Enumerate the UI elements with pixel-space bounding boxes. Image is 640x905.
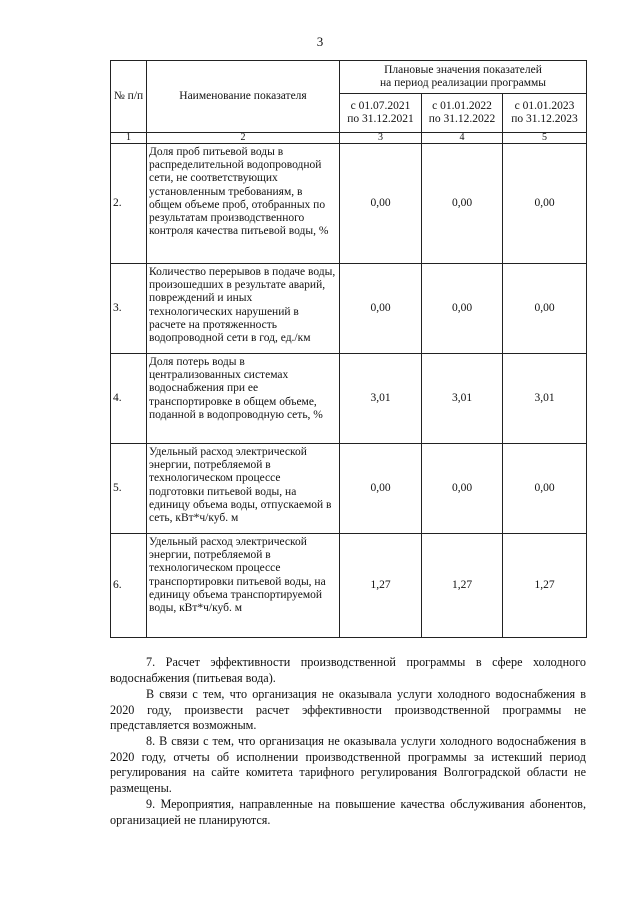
row-value: 0,00: [503, 264, 587, 354]
column-number: 3: [340, 133, 422, 144]
row-name: Доля потерь воды в централизованных системах водоснабжения при ее транспортировке в общем объеме, поданной в водопроводную сеть, %: [147, 354, 340, 444]
row-value: 3,01: [340, 354, 422, 444]
row-value: 0,00: [422, 444, 503, 534]
header-group: [340, 61, 587, 94]
row-number: 6.: [111, 534, 147, 638]
column-number: 4: [422, 133, 503, 144]
period-end: по 31.12.2021: [347, 113, 414, 125]
paragraph-8: 8. В связи с тем, что организация не оказывала услуги холодного водоснабжения в 2020 году, отчеты об исполнении производственной программы за истекший период регулирования на сайте комитета тарифного регулирования Волгоградской области не размещены.: [110, 734, 586, 795]
paragraph-7: 7. Расчет эффективности производственной программы в сфере холодного водоснабжения (питьевая вода).: [110, 655, 586, 685]
row-name: Доля проб питьевой воды в распределительной водопроводной сети, не соответствующих установленным требованиям, в общем объеме проб, отобранных по результатам производственного контроля качества питьевой воды, %: [147, 144, 340, 264]
row-name: Удельный расход электрической энергии, потребляемой в технологическом процессе подготовки питьевой воды, на единицу объема воды, отпускаемой в сеть, кВт*ч/куб. м: [147, 444, 340, 534]
row-number: 2.: [111, 144, 147, 264]
period-start: с 01.07.2021: [350, 99, 411, 112]
row-number: 3.: [111, 264, 147, 354]
period-start: с 01.01.2023: [514, 99, 575, 112]
row-number: 5.: [111, 444, 147, 534]
table-row: [111, 354, 587, 444]
row-name: Удельный расход электрической энергии, потребляемой в технологическом процессе транспортировки питьевой воды, на единицу объема транспортируемой воды, кВт*ч/куб. м: [147, 534, 340, 638]
period-end: по 31.12.2022: [428, 113, 496, 125]
row-value: 1,27: [503, 534, 587, 638]
table-row: [111, 534, 587, 638]
column-number: 5: [503, 133, 587, 144]
row-value: 0,00: [340, 144, 422, 264]
header-num: № п/п: [111, 61, 147, 133]
row-value: 1,27: [340, 534, 422, 638]
row-number: 4.: [111, 354, 147, 444]
row-name: Количество перерывов в подаче воды, произошедших в результате аварий, повреждений и иных технологических нарушений в расчете на протяженность водопроводной сети в год, ед./км: [147, 264, 340, 354]
indicators-table: [110, 60, 587, 638]
column-number: 1: [111, 133, 147, 144]
row-value: 0,00: [422, 144, 503, 264]
paragraph-9: 9. Мероприятия, направленные на повышение качества обслуживания абонентов, организацией не планируются.: [110, 797, 586, 827]
column-numbers-row: [111, 133, 587, 144]
page-number: 3: [316, 34, 324, 49]
header-period-2023: [503, 94, 587, 133]
header-period-2022: [422, 94, 503, 133]
period-end: по 31.12.2023: [511, 113, 578, 125]
row-value: 3,01: [422, 354, 503, 444]
table-row: [111, 444, 587, 534]
table-row: [111, 144, 587, 264]
row-value: 0,00: [340, 444, 422, 534]
row-value: 0,00: [340, 264, 422, 354]
header-group-line2: на период реализации программы: [380, 77, 547, 89]
row-value: 3,01: [503, 354, 587, 444]
row-value: 0,00: [503, 144, 587, 264]
row-value: 1,27: [422, 534, 503, 638]
table-row: [111, 264, 587, 354]
paragraph-7-note: В связи с тем, что организация не оказывала услуги холодного водоснабжения в 2020 году, произвести расчет эффективности производственной программы не представляется возможным.: [110, 687, 586, 732]
column-number: 2: [147, 133, 340, 144]
row-value: 0,00: [422, 264, 503, 354]
header-group-line1: Плановые значения показателей: [384, 63, 542, 76]
period-start: с 01.01.2022: [432, 99, 492, 112]
header-name: Наименование показателя: [147, 61, 340, 133]
header-period-2021: [340, 94, 422, 133]
row-value: 0,00: [503, 444, 587, 534]
